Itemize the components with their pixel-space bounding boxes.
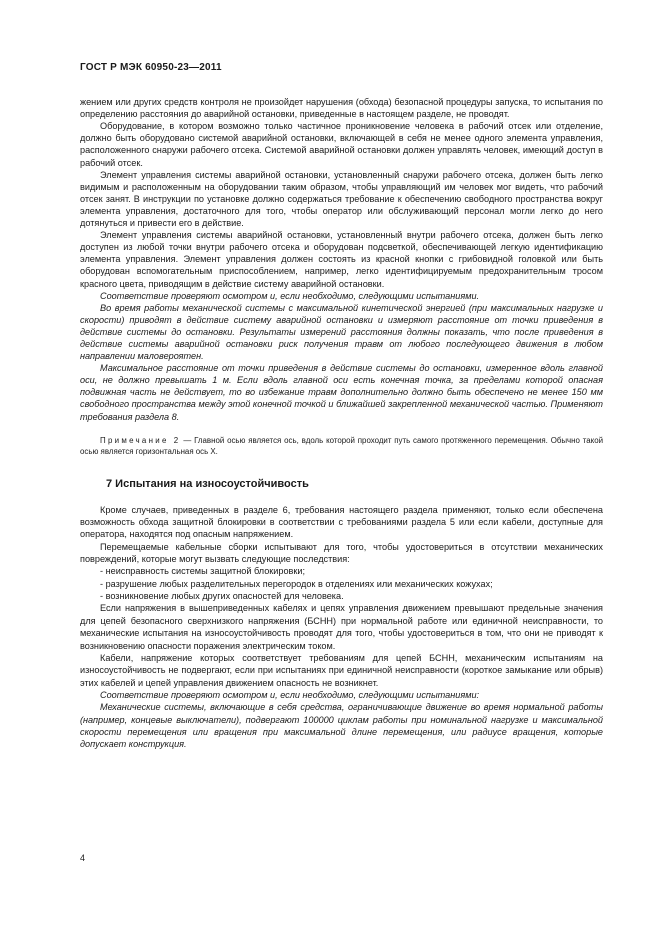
paragraph: Если напряжения в вышеприведенных кабелях и цепях управления движением превышают предельные значения для цепей безопасного сверхнизкого напряжения (БСНН) при нормальной работе или единичной неисправности, то механические испытания на износоустойчивость проводят для того, чтобы удостовериться в том, что они не приводят к возникновению опасности поражения электрическим током.: [80, 603, 603, 651]
test-procedure-paragraph: Во время работы механической системы с максимальной кинетической энергией (при максимальных нагрузке и скорости) приводят в действие систему аварийной остановки и измеряют расстояние от точки приведения в действие системы до остановки. Результаты измерений расстояния должны показать, что после приведения в действие системы аварийной остановки риск получения травм от любого последующего движения в любом направлении маловероятен.: [80, 302, 603, 362]
paragraph: Элемент управления системы аварийной остановки, установленный внутри рабочего отсека, должен быть легко доступен из любой точки внутри рабочего отсека и оборудован подсветкой, обеспечивающей легкую идентификацию элемента управления. Элемент управления должен состоять из красной кнопки с грибовидной головкой или быть оборудован вспомогательным приспособлением, например, легко идентифицируемым предохранительным тросом красного цвета, приводящим в действие систему аварийной остановки.: [80, 230, 603, 289]
test-procedure-paragraph: Максимальное расстояние от точки приведения в действие системы до остановки, измеренное вдоль главной оси, не должно превышать 1 м. Если вдоль главной оси есть конечная точка, за пределами которой опасная подвижная часть не действует, то во избежание травм дополнительно должно быть обеспечено не менее 150 мм свободного пространства между этой конечной точкой и ближайшей закрепленной механической частью. Применяют требования раздела 8.: [80, 363, 603, 422]
list-item: - неисправность системы защитной блокировки;: [100, 566, 305, 577]
note-label: Примечание 2: [100, 435, 181, 445]
section-heading: 7 Испытания на износоустойчивость: [106, 477, 309, 490]
list-item: - разрушение любых разделительных перегородок в отделениях или механических кожухах;: [100, 578, 493, 589]
paragraph: Кроме случаев, приведенных в разделе 6, требования настоящего раздела применяют, только если обеспечена возможность обхода защитной блокировки в соответствии с требованиями раздела 5 или если кабели, доступные для оператора, находятся под опасным напряжением.: [80, 504, 603, 540]
document-header: ГОСТ Р МЭК 60950-23—2011: [80, 62, 222, 73]
paragraph: Элемент управления системы аварийной остановки, установленный снаружи рабочего отсека, должен быть легко видимым и расположенным на оборудовании таким образом, чтобы управляющий им человек мог видеть, что рабочий отсек занят. В инструкции по установке должно содержаться требование к обеспечению свободного пространства вокруг элемента управления, достаточного для того, чтобы оператор или обслуживающий персонал могли легко до него дотянуться и привести его в действие.: [80, 169, 603, 229]
page-number: 4: [80, 853, 86, 863]
note-text: — Главной осью является ось, вдоль которой проходит путь самого протяженного перемещения. Обычно такой осью является горизонтальная ось X.: [80, 435, 603, 456]
compliance-statement: Соответствие проверяют осмотром и, если необходимо, следующими испытаниями:: [100, 689, 480, 700]
list-item: - возникновение любых других опасностей для человека.: [100, 591, 344, 602]
note: [80, 435, 603, 457]
paragraph: Перемещаемые кабельные сборки испытывают для того, чтобы удостовериться в отсутствии механических повреждений, которые могут вызвать следующие последствия:: [80, 541, 603, 565]
compliance-statement: Соответствие проверяют осмотром и, если необходимо, следующими испытаниями.: [100, 290, 480, 301]
test-procedure-paragraph: Механические системы, включающие в себя средства, ограничивающие движение во время нормальной работы (например, концевые выключатели), подвергают 100000 циклам работы при номинальной нагрузке и максимальной скорости перемещения или вращения при максимальной длине перемещения, или радиусе вращения, которые допускает конструкция.: [80, 702, 603, 750]
paragraph: Кабели, напряжение которых соответствует требованиям для цепей БСНН, механическим испытаниям на износоустойчивость не подвергают, если при испытаниях при единичной неисправности (короткое замыкание или обрыв) этих кабелей и цепей управления движением опасность не возникнет.: [80, 652, 603, 688]
paragraph: Оборудование, в котором возможно только частичное проникновение человека в рабочий отсек или отделение, должно быть оборудовано системой аварийной остановки, включающей в себя не менее одного элемента управления, расположенного снаружи рабочего отсека. Системой аварийной остановки должен управлять человек, имеющий доступ в рабочий отсек.: [80, 121, 603, 168]
section-body: [80, 504, 603, 751]
paragraph: жением или других средств контроля не произойдет нарушения (обхода) безопасной процедуры запуска, то испытания по определению расстояния до аварийной остановки, приведенные в настоящем разделе, не проводят.: [80, 97, 603, 120]
